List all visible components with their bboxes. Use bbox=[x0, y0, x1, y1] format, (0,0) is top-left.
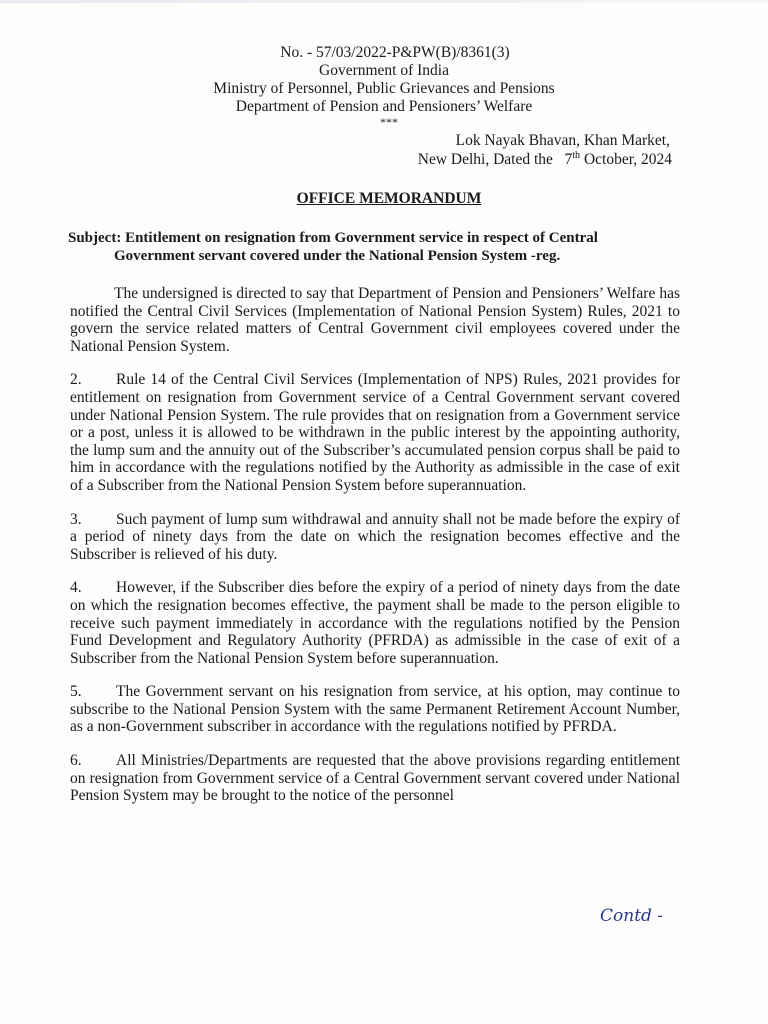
paragraph-number: 4. bbox=[70, 579, 82, 597]
office-address: Lok Nayak Bhavan, Khan Market, bbox=[455, 132, 670, 149]
memo-body bbox=[70, 285, 680, 821]
paragraph-text: Such payment of lump sum withdrawal and annuity shall not be made before the expiry of a period of ninety days from the date on which the resignation becomes effective and the Subscriber is relieved of his duty. bbox=[70, 510, 680, 563]
ministry-name: Ministry of Personnel, Public Grievances and Pensions bbox=[213, 80, 555, 97]
reference-number: No. - 57/03/2022-P&PW(B)/8361(3) bbox=[280, 44, 510, 61]
subject bbox=[68, 229, 678, 265]
paragraph-number: 5. bbox=[70, 683, 82, 701]
subject-line-2: Government servant covered under the National Pension System -reg. bbox=[114, 248, 561, 264]
scan-edge bbox=[0, 0, 768, 3]
paragraph-number: 3. bbox=[70, 510, 82, 528]
continued-handwritten-note: Contd - bbox=[600, 906, 664, 926]
date-day: 7 bbox=[564, 151, 573, 168]
date-day-suffix: th bbox=[572, 149, 581, 161]
paragraph-text: Rule 14 of the Central Civil Services (Implementation of NPS) Rules, 2021 provides for entitlement on resignation from Government service of a Central Government servant covered under National Pension System. The rule provides that on resignation from a Government service or a post, unless it is allowed to be withdrawn in the public interest by the appointing authority, the lump sum and the annuity out of the Subscriber’s accumulated pension corpus shall be paid to him in accordance with the regulations notified by the Authority as admissible in the case of exit of a Subscriber from the National Pension System before superannuation. bbox=[70, 371, 680, 494]
dated-prefix: New Delhi, Dated the bbox=[417, 151, 553, 168]
date-line bbox=[418, 150, 672, 169]
paragraph-number: 6. bbox=[70, 752, 82, 770]
paragraph-2 bbox=[70, 371, 680, 494]
memo-title: OFFICE MEMORANDUM bbox=[296, 190, 482, 207]
paragraph-3 bbox=[70, 511, 680, 564]
government-name: Government of India bbox=[319, 62, 449, 79]
place-and-date bbox=[418, 131, 672, 169]
paragraph-6 bbox=[70, 752, 680, 805]
paragraph-4 bbox=[70, 579, 680, 667]
document-header bbox=[0, 44, 768, 128]
date-month-year: October, 2024 bbox=[583, 151, 672, 168]
paragraph-1 bbox=[70, 285, 680, 355]
paragraph-5 bbox=[70, 683, 680, 736]
paragraph-text: However, if the Subscriber dies before the expiry of a period of ninety days from the date on which the resignation becomes effective, the payment shall be made to the person eligible to receive such payment immediately in accordance with the regulations notified by the Pension Fund Development and Regulatory Authority (PFRDA) as admissible in the case of exit of a Subscriber from the National Pension System before superannuation. bbox=[70, 579, 680, 667]
paragraph-number: 2. bbox=[70, 371, 82, 389]
department-name: Department of Pension and Pensioners’ Welfare bbox=[235, 98, 533, 115]
separator-stars: *** bbox=[380, 115, 398, 129]
subject-line-1: Subject: Entitlement on resignation from Government service in respect of Central bbox=[68, 230, 598, 246]
paragraph-text: All Ministries/Departments are requested that the above provisions regarding entitlement on resignation from Government service of a Central Government servant covered under National Pension System may be brought to the notice of the personnel bbox=[70, 752, 680, 805]
paragraph-text: The Government servant on his resignation from service, at his option, may continue to subscribe to the National Pension System with the same Permanent Retirement Account Number, as a non-Government subscriber in accordance with the regulations notified by PFRDA. bbox=[70, 683, 680, 736]
paragraph-text: The undersigned is directed to say that Department of Pension and Pensioners’ Welfare has notified the Central Civil Services (Implementation of National Pension System) Rules, 2021 to govern the service related matters of Central Government civil employees covered under the National Pension System. bbox=[70, 285, 680, 355]
